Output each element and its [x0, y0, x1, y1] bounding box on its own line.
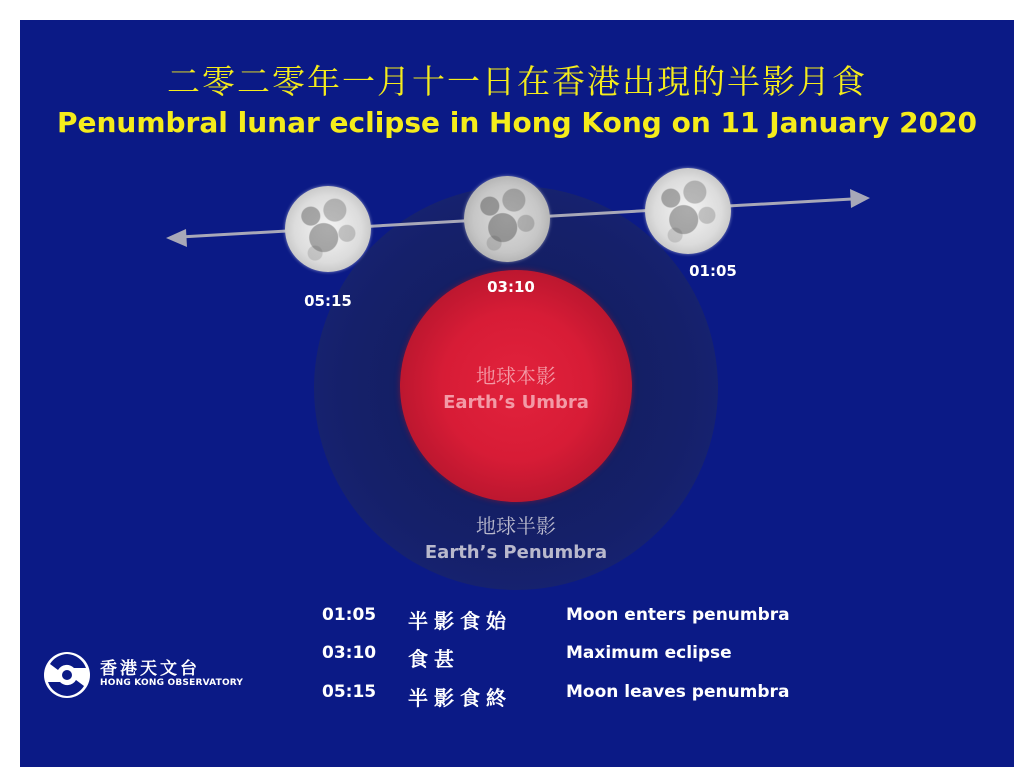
- moon-time-label: 05:15: [304, 292, 352, 310]
- timeline-time: 05:15: [322, 682, 377, 702]
- eclipse-slide: [20, 20, 1014, 767]
- title-english: Penumbral lunar eclipse in Hong Kong on 11 January 2020: [56, 106, 978, 139]
- timeline-phase-chinese: 半影食始: [408, 609, 512, 633]
- title-chinese: 二零二零年一月十一日在香港出現的半影月食: [167, 62, 867, 101]
- moon-icon: [645, 168, 731, 254]
- hong-kong-observatory-logo-icon: [42, 650, 92, 700]
- timeline-phase-english: Moon enters penumbra: [566, 605, 790, 625]
- timeline-phase-english: Maximum eclipse: [566, 643, 732, 663]
- penumbra-label-chinese: 地球半影: [476, 514, 556, 538]
- path-arrow-tail-icon: [850, 189, 870, 208]
- moon-icon: [285, 186, 371, 272]
- umbra-label-english: Earth’s Umbra: [443, 392, 589, 413]
- timeline-time: 03:10: [322, 643, 377, 663]
- penumbra-label-english: Earth’s Penumbra: [424, 542, 608, 563]
- timeline-time: 01:05: [322, 605, 377, 625]
- path-arrow-left-icon: [166, 229, 187, 247]
- umbra-label-chinese: 地球本影: [476, 364, 556, 388]
- logo-text-chinese: 香港天文台: [100, 659, 200, 679]
- logo-text-english: HONG KONG OBSERVATORY: [100, 678, 244, 688]
- timeline-phase-chinese: 半影食終: [408, 686, 512, 710]
- timeline-phase-chinese: 食甚: [408, 647, 460, 671]
- timeline-row: [20, 605, 1014, 631]
- moon-time-label: 01:05: [689, 262, 737, 280]
- observatory-logo: [42, 650, 282, 700]
- moon-icon: [464, 176, 550, 262]
- timeline-phase-english: Moon leaves penumbra: [566, 682, 790, 702]
- moon-time-label: 03:10: [487, 278, 535, 296]
